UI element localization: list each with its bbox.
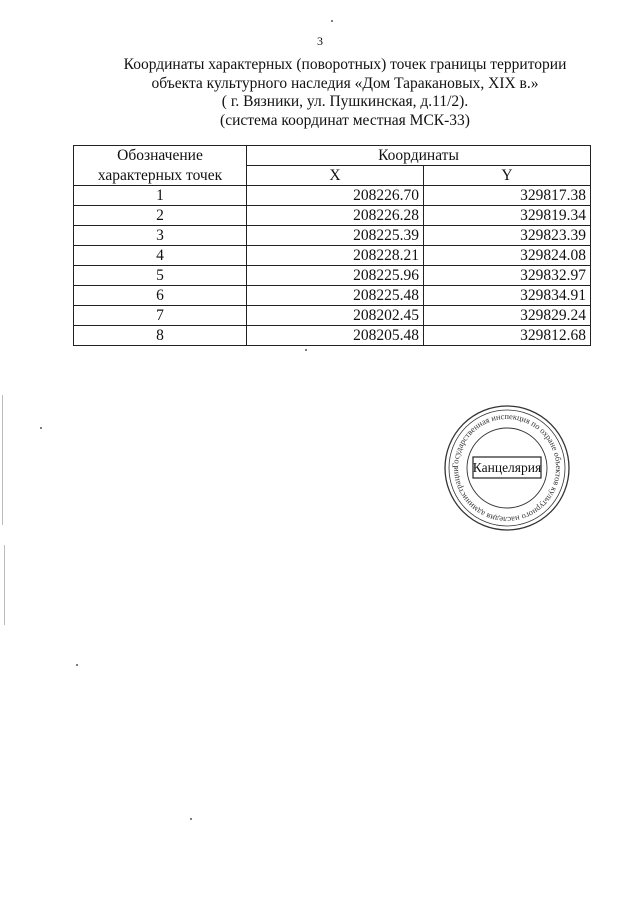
point-id-cell: 8 <box>74 326 247 346</box>
stamp-ring-text: Государственная инспекция по охране объектов культурного наследия администрации <box>450 411 564 525</box>
point-id-cell: 3 <box>74 226 247 246</box>
document-heading <box>60 56 630 130</box>
heading-line-2: объекта культурного наследия «Дом Таракановых, XIX в.» <box>151 74 539 92</box>
office-stamp <box>442 403 572 533</box>
table-row <box>74 246 591 266</box>
point-id-cell: 1 <box>74 186 247 206</box>
table-body <box>74 186 591 346</box>
table-row <box>74 326 591 346</box>
point-id-cell: 7 <box>74 306 247 326</box>
x-cell: 208228.21 <box>247 246 424 266</box>
x-cell: 208226.70 <box>247 186 424 206</box>
stamp-seal-icon <box>442 403 572 533</box>
scan-speck <box>76 664 78 666</box>
table-row <box>74 226 591 246</box>
col-id-header-top: Обозначение <box>74 146 247 166</box>
x-cell: 208225.39 <box>247 226 424 246</box>
scan-speck <box>40 427 42 429</box>
page-number: 3 <box>317 34 323 48</box>
y-cell: 329834.91 <box>424 286 591 306</box>
scan-edge-line <box>2 395 3 525</box>
x-cell: 208226.28 <box>247 206 424 226</box>
coordinates-table <box>73 145 591 346</box>
y-cell: 329819.34 <box>424 206 591 226</box>
col-id-header-bottom: характерных точек <box>74 166 247 186</box>
table-subheader-row <box>74 166 591 186</box>
y-cell: 329823.39 <box>424 226 591 246</box>
y-cell: 329832.97 <box>424 266 591 286</box>
table-row <box>74 266 591 286</box>
y-header: Y <box>424 166 591 186</box>
point-id-cell: 5 <box>74 266 247 286</box>
x-cell: 208225.96 <box>247 266 424 286</box>
x-cell: 208225.48 <box>247 286 424 306</box>
heading-line-4: (система координат местная МСК-33) <box>220 111 470 129</box>
y-cell: 329812.68 <box>424 326 591 346</box>
table-row <box>74 306 591 326</box>
y-cell: 329829.24 <box>424 306 591 326</box>
scan-speck <box>305 349 307 351</box>
y-cell: 329817.38 <box>424 186 591 206</box>
scan-speck <box>190 818 192 820</box>
scan-speck <box>331 20 333 22</box>
scan-edge-line <box>4 545 5 625</box>
heading-line-3: ( г. Вязники, ул. Пушкинская, д.11/2). <box>221 93 469 110</box>
x-header: X <box>247 166 424 186</box>
table-row <box>74 206 591 226</box>
table-header-row <box>74 146 591 166</box>
x-cell: 208205.48 <box>247 326 424 346</box>
heading-line-1: Координаты характерных (поворотных) точек границы территории <box>123 56 567 73</box>
point-id-cell: 2 <box>74 206 247 226</box>
coords-header: Координаты <box>247 146 591 166</box>
point-id-cell: 6 <box>74 286 247 306</box>
stamp-center-text: Канцелярия <box>472 460 542 475</box>
y-cell: 329824.08 <box>424 246 591 266</box>
table-row <box>74 186 591 206</box>
point-id-cell: 4 <box>74 246 247 266</box>
x-cell: 208202.45 <box>247 306 424 326</box>
table-row <box>74 286 591 306</box>
